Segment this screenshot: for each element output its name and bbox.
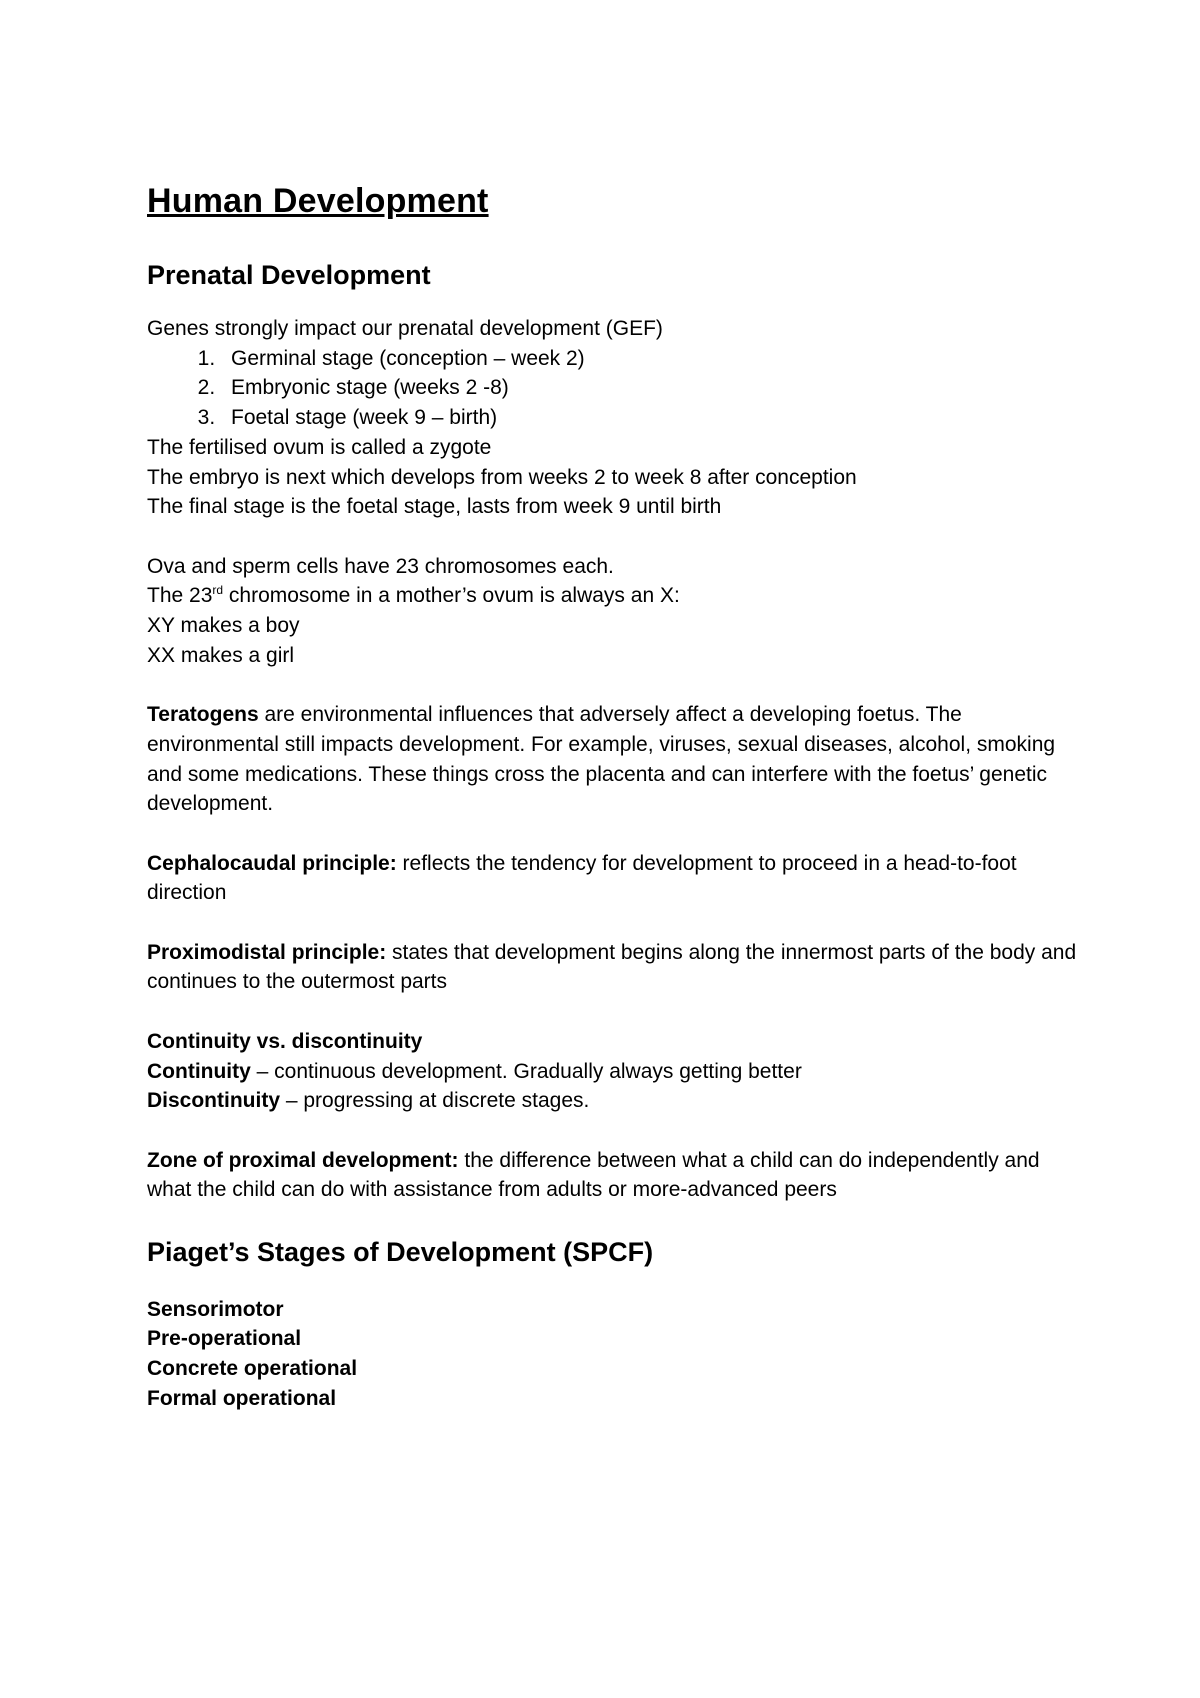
superscript: rd [212,583,224,598]
term: Zone of proximal development: [147,1148,459,1172]
text-line: The embryo is next which develops from weeks 2 to week 8 after conception [147,465,857,489]
zygote-paragraph [147,433,1077,522]
document-title: Human Development [147,182,489,220]
text-line: Ova and sperm cells have 23 chromosomes each. [147,554,614,578]
list-item: Pre-operational [147,1327,302,1351]
text-line: The final stage is the foetal stage, lasts from week 9 until birth [147,495,722,519]
teratogens-paragraph [147,700,1077,819]
text-line: XY makes a boy [147,614,300,638]
definition: – continuous development. Gradually always getting better [250,1059,802,1083]
continuity-heading: Continuity vs. discontinuity [147,1029,423,1053]
term: Teratogens [147,703,259,727]
text-fragment: chromosome in a mother’s ovum is always an X: [223,584,680,608]
prenatal-stage-list [147,344,1077,433]
proximodistal-paragraph [147,938,1077,997]
term: Cephalocaudal principle: [147,851,397,875]
list-item: Sensorimotor [147,1297,284,1321]
list-item: Concrete operational [147,1357,358,1381]
text-line: The fertilised ovum is called a zygote [147,435,492,459]
definition: states that development begins along the innermost parts of the body and continues to the outermost parts [147,940,1077,994]
cephalocaudal-paragraph [147,849,1077,908]
term: Continuity [147,1059,251,1083]
piaget-heading: Piaget’s Stages of Development (SPCF) [147,1236,654,1267]
list-item: 2. Embryonic stage (weeks 2 -8) [221,373,1077,403]
list-item: 3. Foetal stage (week 9 – birth) [221,403,1077,433]
definition: – progressing at discrete stages. [280,1089,590,1113]
text-line: XX makes a girl [147,643,295,667]
chromosome-paragraph [147,552,1077,671]
text-line [147,1057,1077,1087]
piaget-stage-list [147,1295,1077,1414]
document-page [147,180,1077,1414]
zpd-paragraph [147,1146,1077,1205]
prenatal-intro: Genes strongly impact our prenatal development (GEF) [147,317,663,340]
list-item: 1. Germinal stage (conception – week 2) [221,344,1077,374]
continuity-paragraph [147,1027,1077,1116]
term: Discontinuity [147,1089,281,1113]
definition: reflects the tendency for development to proceed in a head-to-foot direction [147,851,1017,905]
definition: are environmental influences that adversely affect a developing foetus. The environmental still impacts development. For example, viruses, sexual diseases, alcohol, smoking and some medications. These things cross the placenta and can interfere with the foetus’ genetic development. [147,703,1056,816]
text-fragment: The 23 [147,584,213,608]
text-line [147,581,1077,611]
text-line [147,1086,1077,1116]
prenatal-heading: Prenatal Development [147,260,431,290]
term: Proximodistal principle: [147,940,387,964]
list-item: Formal operational [147,1386,337,1410]
definition: the difference between what a child can do independently and what the child can do with assistance from adults or more-advanced peers [147,1148,1040,1202]
